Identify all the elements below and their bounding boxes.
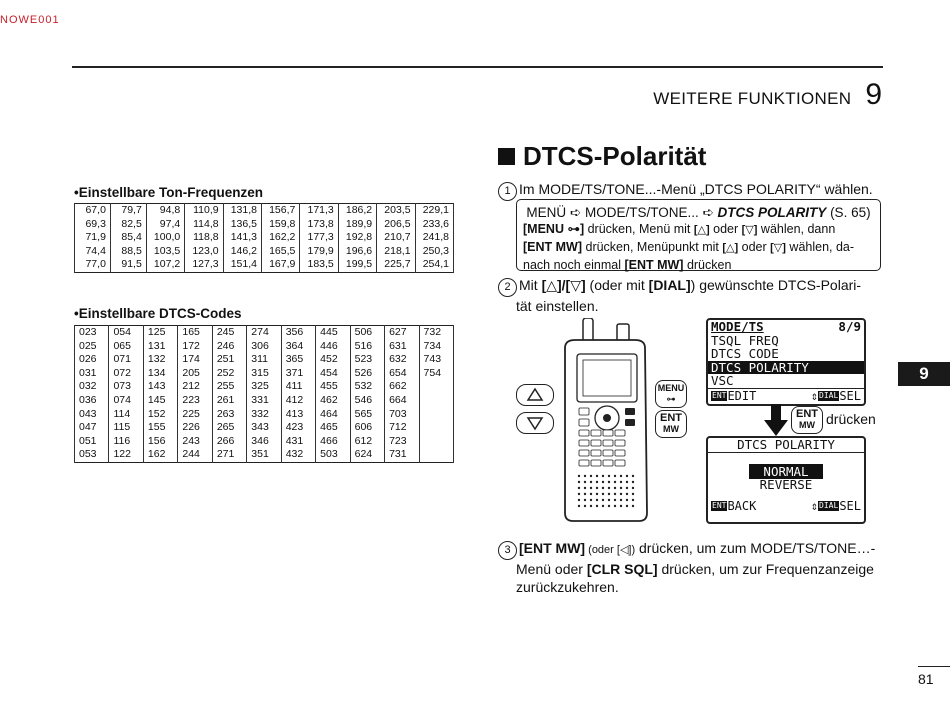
table-row bbox=[75, 204, 454, 218]
table-cell: 210,7 bbox=[377, 231, 415, 245]
table-cell: 523 bbox=[350, 353, 384, 367]
lcd-menu-item: TSQL FREQ bbox=[711, 332, 779, 348]
step-2-dial: [DIAL] bbox=[648, 277, 691, 293]
table-row bbox=[75, 340, 454, 354]
step-1 bbox=[498, 180, 873, 201]
table-cell: 351 bbox=[247, 448, 281, 462]
table-cell: 036 bbox=[75, 394, 109, 408]
table-cell: 606 bbox=[350, 421, 384, 435]
table-cell: 065 bbox=[109, 340, 143, 354]
op-line-2 bbox=[523, 221, 874, 239]
op-line-1-page: (S. 65) bbox=[826, 205, 871, 220]
table-cell: 423 bbox=[281, 421, 315, 435]
table-cell: 532 bbox=[350, 380, 384, 394]
op-line-4-a: nach noch einmal bbox=[523, 258, 625, 272]
table-cell: 025 bbox=[75, 340, 109, 354]
step-2-keys: [△]/[▽] bbox=[541, 277, 586, 293]
table-cell: 411 bbox=[281, 380, 315, 394]
lcd-menu-item: VSC bbox=[711, 373, 734, 388]
table-cell: 162 bbox=[143, 448, 177, 462]
menu-key-sub-label: ⊶ bbox=[666, 394, 676, 404]
section-title bbox=[498, 141, 706, 172]
table-cell: 100,0 bbox=[146, 231, 184, 245]
table-cell: 306 bbox=[247, 340, 281, 354]
table-cell: 325 bbox=[247, 380, 281, 394]
table-cell: 245 bbox=[212, 326, 246, 340]
table-cell: 218,1 bbox=[377, 245, 415, 259]
op-line-2-a: drücken, Menü mit bbox=[584, 222, 694, 236]
step-2-d: tät einstellen. bbox=[516, 298, 599, 314]
table-cell: 445 bbox=[316, 326, 350, 340]
table-cell: 074 bbox=[109, 394, 143, 408]
table-cell: 156 bbox=[143, 435, 177, 449]
table-cell: 174 bbox=[178, 353, 212, 367]
table-cell: 233,6 bbox=[415, 218, 453, 232]
step-1-number: 1 bbox=[498, 182, 517, 201]
table-cell: 118,8 bbox=[185, 231, 223, 245]
table-cell: 225 bbox=[178, 408, 212, 422]
op-line-1-a: MENÜ ➪ MODE/TS/TONE... ➪ bbox=[526, 205, 718, 220]
table-cell: 71,9 bbox=[75, 231, 111, 245]
table-cell: 255 bbox=[212, 380, 246, 394]
op-line-4 bbox=[523, 257, 874, 274]
table-row bbox=[75, 421, 454, 435]
dtcs-codes-table bbox=[74, 325, 454, 463]
table-cell: 136,5 bbox=[223, 218, 261, 232]
table-cell: 103,5 bbox=[146, 245, 184, 259]
ent-key-2-label: ENT bbox=[796, 408, 818, 420]
step-3-line-2 bbox=[498, 560, 875, 578]
table-cell: 177,3 bbox=[300, 231, 338, 245]
table-cell: 165,5 bbox=[261, 245, 299, 259]
op-line-1-item: DTCS POLARITY bbox=[717, 205, 827, 220]
table-cell: 516 bbox=[350, 340, 384, 354]
table-cell: 413 bbox=[281, 408, 315, 422]
table-cell bbox=[419, 421, 453, 435]
lcd-menu-screen bbox=[706, 318, 866, 406]
table-cell: 143 bbox=[143, 380, 177, 394]
table-cell: 446 bbox=[316, 340, 350, 354]
up-down-icon: ⇕ bbox=[810, 498, 819, 513]
dial-mini-icon: DIAL bbox=[819, 501, 839, 510]
table-cell: 452 bbox=[316, 353, 350, 367]
table-cell: 031 bbox=[75, 367, 109, 381]
table-cell: 315 bbox=[247, 367, 281, 381]
table-cell: 122 bbox=[109, 448, 143, 462]
chapter-title: WEITERE FUNKTIONEN bbox=[653, 89, 852, 108]
table-cell bbox=[419, 408, 453, 422]
table-cell: 173,8 bbox=[300, 218, 338, 232]
op-line-2-e: wählen, dann bbox=[757, 222, 836, 236]
up-down-icon: ⇕ bbox=[810, 388, 819, 403]
table-cell: 346 bbox=[247, 435, 281, 449]
table-cell: 134 bbox=[143, 367, 177, 381]
table-cell: 455 bbox=[316, 380, 350, 394]
ton-freq-table bbox=[74, 203, 454, 273]
table-cell: 244 bbox=[178, 448, 212, 462]
table-cell: 072 bbox=[109, 367, 143, 381]
table-cell: 162,2 bbox=[261, 231, 299, 245]
lcd-polarity-title: DTCS POLARITY bbox=[708, 438, 864, 453]
step-3-b: Menü oder bbox=[516, 561, 587, 577]
table-cell: 152 bbox=[143, 408, 177, 422]
down-button[interactable] bbox=[516, 412, 554, 434]
table-row bbox=[75, 245, 454, 259]
table-cell: 186,2 bbox=[338, 204, 376, 218]
operation-box bbox=[516, 199, 881, 271]
table-cell: 664 bbox=[385, 394, 419, 408]
lcd-menu-foot-right-label: SEL bbox=[839, 388, 861, 403]
step-3 bbox=[498, 539, 875, 596]
table-cell: 526 bbox=[350, 367, 384, 381]
table-cell: 271 bbox=[212, 448, 246, 462]
lcd-polarity-normal: NORMAL bbox=[749, 464, 822, 479]
table-cell: 171,3 bbox=[300, 204, 338, 218]
table-cell: 356 bbox=[281, 326, 315, 340]
step-2 bbox=[498, 276, 861, 315]
op-line-2-c: oder bbox=[709, 222, 742, 236]
table-cell: 731 bbox=[385, 448, 419, 462]
table-cell: 79,7 bbox=[110, 204, 146, 218]
table-cell: 654 bbox=[385, 367, 419, 381]
table-cell: 132 bbox=[143, 353, 177, 367]
table-cell: 114,8 bbox=[185, 218, 223, 232]
table-row bbox=[75, 408, 454, 422]
lcd-polarity-foot-right bbox=[811, 499, 861, 513]
table-cell: 82,5 bbox=[110, 218, 146, 232]
table-cell: 189,9 bbox=[338, 218, 376, 232]
table-row bbox=[75, 394, 454, 408]
table-cell: 073 bbox=[109, 380, 143, 394]
step-3-alt-key: (oder [◁]) bbox=[585, 544, 636, 556]
lcd-menu-foot-left bbox=[711, 389, 756, 403]
table-cell: 743 bbox=[419, 353, 453, 367]
table-cell: 183,5 bbox=[300, 258, 338, 272]
step-2-c: ) gewünschte DTCS-Polari- bbox=[690, 277, 862, 293]
table-cell: 565 bbox=[350, 408, 384, 422]
table-cell: 97,4 bbox=[146, 218, 184, 232]
op-line-3-a: drücken, Menüpunkt mit bbox=[582, 240, 723, 254]
table-cell: 261 bbox=[212, 394, 246, 408]
table-cell: 632 bbox=[385, 353, 419, 367]
ent-key-button[interactable] bbox=[655, 410, 687, 438]
table-cell: 91,5 bbox=[110, 258, 146, 272]
table-cell: 196,6 bbox=[338, 245, 376, 259]
table-cell: 265 bbox=[212, 421, 246, 435]
table-cell bbox=[419, 435, 453, 449]
table-row bbox=[75, 231, 454, 245]
table-cell: 506 bbox=[350, 326, 384, 340]
table-cell: 703 bbox=[385, 408, 419, 422]
table-cell: 151,4 bbox=[223, 258, 261, 272]
lcd-polarity-option: REVERSE bbox=[759, 477, 813, 492]
table-cell: 454 bbox=[316, 367, 350, 381]
step-3-number: 3 bbox=[498, 541, 517, 560]
table-cell: 612 bbox=[350, 435, 384, 449]
table-cell: 631 bbox=[385, 340, 419, 354]
menu-key-button[interactable] bbox=[655, 380, 687, 408]
table-cell: 74,4 bbox=[75, 245, 111, 259]
op-line-4-b: drücken bbox=[683, 258, 732, 272]
table-cell: 343 bbox=[247, 421, 281, 435]
step-3-d: zurückzukehren. bbox=[516, 579, 619, 595]
table-cell: 114 bbox=[109, 408, 143, 422]
table-cell: 115 bbox=[109, 421, 143, 435]
table-cell: 212 bbox=[178, 380, 212, 394]
table-cell: 732 bbox=[419, 326, 453, 340]
lcd-menu-footer bbox=[708, 388, 864, 403]
table-cell: 053 bbox=[75, 448, 109, 462]
step-2-number: 2 bbox=[498, 278, 517, 297]
table-cell: 371 bbox=[281, 367, 315, 381]
op-ent-key-2: [ENT MW] bbox=[624, 258, 684, 272]
step-3-clr-key: [CLR SQL] bbox=[586, 561, 658, 577]
table-cell: 77,0 bbox=[75, 258, 111, 272]
table-cell: 054 bbox=[109, 326, 143, 340]
lcd-menu-page: 8/9 bbox=[838, 319, 861, 334]
table-cell: 246 bbox=[212, 340, 246, 354]
lcd-polarity-option-selected bbox=[708, 465, 864, 479]
op-up-key: [△] bbox=[693, 224, 710, 236]
chapter-number: 9 bbox=[865, 78, 882, 111]
table-cell: 159,8 bbox=[261, 218, 299, 232]
table-cell: 263 bbox=[212, 408, 246, 422]
table-cell: 155 bbox=[143, 421, 177, 435]
table-cell: 192,8 bbox=[338, 231, 376, 245]
table-cell bbox=[419, 394, 453, 408]
step-3-a: drücken, um zum MODE/TS/TONE…- bbox=[635, 540, 876, 556]
step-3-ent-key: [ENT MW] bbox=[519, 540, 586, 556]
table-cell: 241,8 bbox=[415, 231, 453, 245]
op-ent-key: [ENT MW] bbox=[523, 240, 583, 254]
table-cell: 662 bbox=[385, 380, 419, 394]
table-cell: 754 bbox=[419, 367, 453, 381]
table-cell: 172 bbox=[178, 340, 212, 354]
table-cell: 250,3 bbox=[415, 245, 453, 259]
table-row bbox=[75, 380, 454, 394]
dtcs-codes-heading: •Einstellbare DTCS-Codes bbox=[74, 306, 242, 321]
step-3-c: drücken, um zur Frequenzanzeige bbox=[657, 561, 874, 577]
table-cell: 266 bbox=[212, 435, 246, 449]
table-cell: 229,1 bbox=[415, 204, 453, 218]
section-square-icon bbox=[498, 148, 515, 165]
table-row bbox=[75, 326, 454, 340]
table-cell: 116 bbox=[109, 435, 143, 449]
down-triangle-icon bbox=[517, 413, 553, 433]
lcd-menu-header bbox=[708, 320, 864, 334]
step-1-text: Im MODE/TS/TONE...-Menü „DTCS POLARITY“ wählen. bbox=[519, 181, 873, 197]
table-cell: 226 bbox=[178, 421, 212, 435]
table-cell: 627 bbox=[385, 326, 419, 340]
table-cell: 156,7 bbox=[261, 204, 299, 218]
drucken-label: drücken bbox=[826, 411, 876, 427]
table-cell: 165 bbox=[178, 326, 212, 340]
lcd-polarity-foot-right-label: SEL bbox=[839, 498, 861, 513]
ent-key-2-sub-label: MW bbox=[799, 420, 815, 430]
table-cell: 167,9 bbox=[261, 258, 299, 272]
table-cell: 624 bbox=[350, 448, 384, 462]
menu-key-label: MENU bbox=[657, 383, 685, 393]
table-cell: 465 bbox=[316, 421, 350, 435]
table-cell: 206,5 bbox=[377, 218, 415, 232]
table-cell: 432 bbox=[281, 448, 315, 462]
op-line-3-e: wählen, da- bbox=[785, 240, 855, 254]
table-cell: 026 bbox=[75, 353, 109, 367]
ent-key-button-2[interactable] bbox=[791, 406, 823, 434]
table-cell: 243 bbox=[178, 435, 212, 449]
corner-mark: NOWE001 bbox=[0, 14, 60, 26]
table-cell: 123,0 bbox=[185, 245, 223, 259]
table-cell: 712 bbox=[385, 421, 419, 435]
lcd-polarity-footer bbox=[708, 499, 864, 513]
table-cell: 332 bbox=[247, 408, 281, 422]
header-rule bbox=[72, 66, 883, 68]
table-cell: 023 bbox=[75, 326, 109, 340]
table-cell: 431 bbox=[281, 435, 315, 449]
table-cell: 69,3 bbox=[75, 218, 111, 232]
lcd-polarity-screen bbox=[706, 436, 866, 524]
chapter-header bbox=[653, 78, 882, 112]
table-cell bbox=[419, 448, 453, 462]
table-cell: 131 bbox=[143, 340, 177, 354]
table-cell: 254,1 bbox=[415, 258, 453, 272]
op-down-key-2: [▽] bbox=[770, 242, 786, 254]
table-cell: 723 bbox=[385, 435, 419, 449]
table-cell: 125 bbox=[143, 326, 177, 340]
table-cell: 127,3 bbox=[185, 258, 223, 272]
table-cell: 205 bbox=[178, 367, 212, 381]
lcd-menu-item: DTCS CODE bbox=[711, 346, 779, 361]
lcd-menu-title: MODE/TS bbox=[711, 319, 764, 334]
table-cell: 047 bbox=[75, 421, 109, 435]
op-up-key-2: [△] bbox=[722, 242, 739, 254]
lcd-menu-foot-right bbox=[811, 389, 861, 403]
table-cell: 85,4 bbox=[110, 231, 146, 245]
table-cell: 412 bbox=[281, 394, 315, 408]
table-row bbox=[75, 435, 454, 449]
footer-rule bbox=[918, 666, 950, 667]
lcd-polarity-foot-left-label: BACK bbox=[727, 498, 757, 513]
chapter-side-tab: 9 bbox=[898, 362, 950, 386]
table-row bbox=[75, 258, 454, 272]
table-cell: 199,5 bbox=[338, 258, 376, 272]
table-cell: 141,3 bbox=[223, 231, 261, 245]
table-cell: 203,5 bbox=[377, 204, 415, 218]
op-line-3 bbox=[523, 239, 874, 257]
table-cell bbox=[419, 380, 453, 394]
table-cell: 734 bbox=[419, 340, 453, 354]
ent-key-sub-label: MW bbox=[663, 424, 679, 434]
table-cell: 311 bbox=[247, 353, 281, 367]
step-2-a: Mit bbox=[519, 277, 542, 293]
table-row bbox=[75, 218, 454, 232]
table-cell: 365 bbox=[281, 353, 315, 367]
step-2-b: (oder mit bbox=[585, 277, 649, 293]
table-cell: 110,9 bbox=[185, 204, 223, 218]
up-triangle-icon bbox=[517, 385, 553, 405]
radio-illustration-icon bbox=[555, 318, 655, 523]
ent-key-label: ENT bbox=[660, 412, 682, 424]
table-cell: 071 bbox=[109, 353, 143, 367]
op-down-key: [▽] bbox=[741, 224, 758, 236]
table-cell: 146,2 bbox=[223, 245, 261, 259]
table-cell: 225,7 bbox=[377, 258, 415, 272]
dial-mini-icon: DIAL bbox=[819, 391, 839, 400]
lcd-menu-foot-left-label: EDIT bbox=[727, 388, 757, 403]
op-line-1 bbox=[523, 204, 874, 221]
ent-mini-icon: ENT bbox=[712, 501, 727, 510]
table-row bbox=[75, 353, 454, 367]
table-cell: 051 bbox=[75, 435, 109, 449]
ent-mini-icon: ENT bbox=[712, 391, 727, 400]
table-cell: 043 bbox=[75, 408, 109, 422]
table-cell: 503 bbox=[316, 448, 350, 462]
table-cell: 145 bbox=[143, 394, 177, 408]
table-cell: 466 bbox=[316, 435, 350, 449]
table-cell: 274 bbox=[247, 326, 281, 340]
table-cell: 88,5 bbox=[110, 245, 146, 259]
table-cell: 251 bbox=[212, 353, 246, 367]
table-cell: 331 bbox=[247, 394, 281, 408]
lcd-polarity-foot-left bbox=[711, 499, 756, 513]
up-button[interactable] bbox=[516, 384, 554, 406]
table-cell: 179,9 bbox=[300, 245, 338, 259]
page-number: 81 bbox=[918, 671, 934, 687]
op-menu-key: [MENU ⊶] bbox=[523, 222, 585, 236]
down-arrow-icon bbox=[764, 404, 788, 438]
table-cell: 94,8 bbox=[146, 204, 184, 218]
table-cell: 107,2 bbox=[146, 258, 184, 272]
table-cell: 252 bbox=[212, 367, 246, 381]
op-line-3-c: oder bbox=[738, 240, 771, 254]
table-cell: 032 bbox=[75, 380, 109, 394]
table-cell: 67,0 bbox=[75, 204, 111, 218]
table-cell: 131,8 bbox=[223, 204, 261, 218]
table-cell: 462 bbox=[316, 394, 350, 408]
table-cell: 364 bbox=[281, 340, 315, 354]
table-row bbox=[75, 448, 454, 462]
section-title-text: DTCS-Polarität bbox=[523, 141, 707, 171]
table-cell: 546 bbox=[350, 394, 384, 408]
table-row bbox=[75, 367, 454, 381]
table-cell: 464 bbox=[316, 408, 350, 422]
ton-freq-heading: •Einstellbare Ton-Frequenzen bbox=[74, 185, 263, 200]
lcd-menu-item-selected: DTCS POLARITY bbox=[708, 361, 864, 375]
table-cell: 223 bbox=[178, 394, 212, 408]
